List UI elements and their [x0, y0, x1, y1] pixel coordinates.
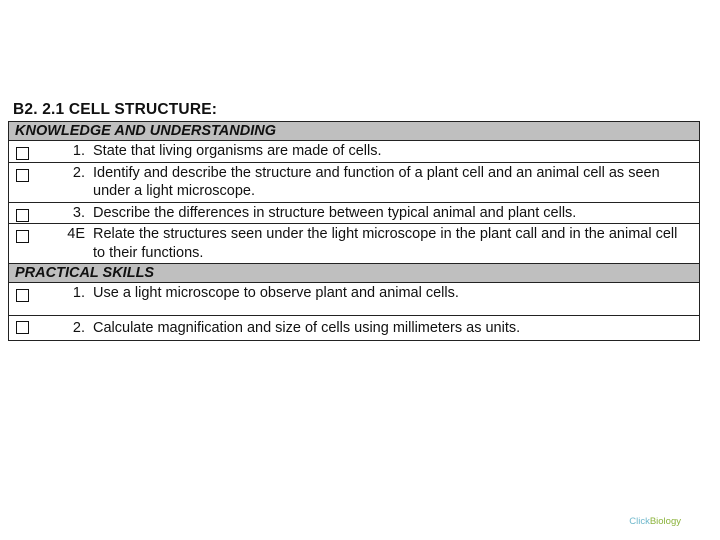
section-heading: KNOWLEDGE AND UNDERSTANDING: [9, 122, 700, 141]
item-text: Describe the differences in structure between typical animal and plant cells.: [93, 204, 577, 221]
item-number: 2.: [72, 164, 85, 181]
section-heading: PRACTICAL SKILLS: [9, 264, 700, 283]
section-header-practical: [9, 264, 700, 283]
table-row: [9, 224, 700, 264]
checkbox[interactable]: [16, 230, 29, 243]
checkbox[interactable]: [16, 321, 29, 334]
footer-logo: [629, 516, 681, 527]
item-text: Identify and describe the structure and function of a plant cell and an animal cell as seen under a light microscope.: [93, 164, 660, 199]
table-row: [9, 283, 700, 316]
checkbox[interactable]: [16, 209, 29, 222]
page-title: B2. 2.1 CELL STRUCTURE:: [13, 101, 218, 118]
checkbox[interactable]: [16, 147, 29, 160]
footer-logo-click: Click: [629, 516, 650, 527]
section-header-knowledge: [9, 122, 700, 141]
item-text: Calculate magnification and size of cells using millimeters as units.: [93, 320, 521, 336]
checkbox[interactable]: [16, 169, 29, 182]
table-row: [9, 202, 700, 224]
item-number: 1.: [72, 285, 85, 301]
item-number: 4E: [67, 226, 85, 242]
item-number: 3.: [72, 204, 85, 221]
footer-logo-biology: Biology: [649, 516, 681, 527]
table-row: [9, 141, 700, 163]
item-text: Relate the structures seen under the light microscope in the plant call and in the animal cell to their functions.: [93, 226, 678, 261]
table-row: [9, 162, 700, 202]
item-number: 1.: [72, 143, 85, 159]
checkbox[interactable]: [16, 289, 29, 302]
item-number: 2.: [72, 320, 85, 336]
table-row: [9, 316, 700, 341]
spec-table: [8, 121, 700, 341]
item-text: State that living organisms are made of cells.: [93, 143, 382, 159]
item-text: Use a light microscope to observe plant and animal cells.: [93, 285, 459, 301]
